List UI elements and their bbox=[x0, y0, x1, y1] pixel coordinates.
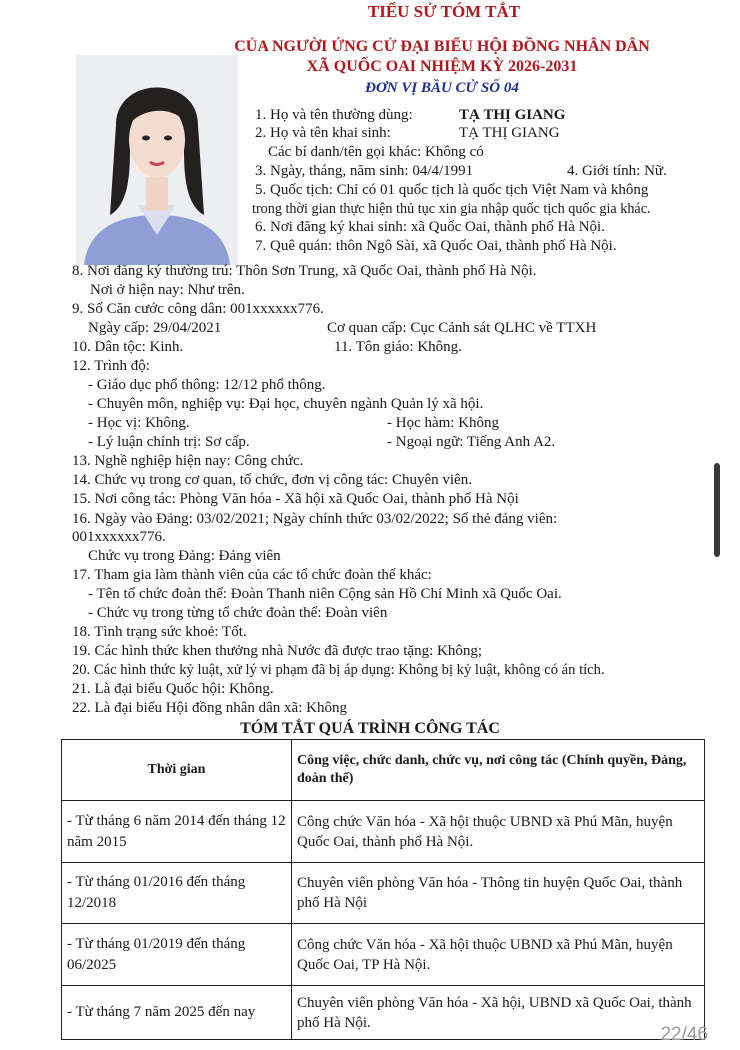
bio-nationality: 5. Quốc tịch: Chỉ có 01 quốc tịch là quốc tịch Việt Nam và không bbox=[255, 182, 649, 198]
bio-nationality-cont: trong thời gian thực hiện thủ tục xin gia nhập quốc tịch quốc gia khác. bbox=[252, 201, 651, 217]
doc-title: TIỂU SỬ TÓM TẮT bbox=[367, 2, 521, 21]
table-header-row bbox=[62, 740, 705, 801]
bio-political-theory: - Lý luận chính trị: Sơ cấp. bbox=[88, 434, 250, 450]
bio-residence: 8. Nơi đăng ký thường trú: Thôn Sơn Trung, xã Quốc Oai, thành phố Hà Nội. bbox=[72, 263, 537, 279]
bio-party-card: 001xxxxxx776. bbox=[72, 529, 166, 545]
bio-dob: 3. Ngày, tháng, năm sinh: 04/4/1991 bbox=[255, 163, 474, 179]
bio-ethnicity: 10. Dân tộc: Kinh. bbox=[72, 339, 184, 355]
bio-profession: - Chuyên môn, nghiệp vụ: Đại học, chuyên ngành Quản lý xã hội. bbox=[88, 396, 484, 412]
bio-party-join: 16. Ngày vào Đảng: 03/02/2021; Ngày chính thức 03/02/2022; Số thẻ đảng viên: bbox=[72, 511, 558, 527]
row-time: - Từ tháng 6 năm 2014 đến tháng 12 năm 2015 bbox=[62, 801, 292, 863]
bio-council-member: 22. Là đại biểu Hội đồng nhân dân xã: Không bbox=[72, 700, 347, 716]
bio-line-2-label: 2. Họ và tên khai sinh: bbox=[255, 125, 391, 141]
scrollbar-thumb[interactable] bbox=[714, 463, 720, 557]
bio-organization-name: - Tên tổ chức đoàn thể: Đoàn Thanh niên Cộng sản Hồ Chí Minh xã Quốc Oai. bbox=[88, 586, 562, 602]
bio-foreign-language: - Ngoại ngữ: Tiếng Anh A2. bbox=[387, 434, 556, 450]
work-history-table bbox=[61, 739, 705, 1040]
row-desc: Chuyên viên phòng Văn hóa - Thông tin huyện Quốc Oai, thành phố Hà Nội bbox=[292, 863, 705, 924]
bio-general-education: - Giáo dục phổ thông: 12/12 phổ thông. bbox=[88, 377, 326, 393]
bio-birth-name: TẠ THỊ GIANG bbox=[459, 125, 560, 141]
col-work-header: Công việc, chức danh, chức vụ, nơi công tác (Chính quyền, Đảng, đoàn thể) bbox=[292, 740, 705, 801]
bio-health: 18. Tình trạng sức khoẻ: Tốt. bbox=[72, 624, 247, 640]
bio-education-heading: 12. Trình độ: bbox=[72, 358, 150, 374]
bio-common-name: TẠ THỊ GIANG bbox=[459, 107, 566, 123]
table-row bbox=[62, 924, 705, 986]
bio-gender: 4. Giới tính: Nữ. bbox=[567, 163, 667, 179]
portrait-photo bbox=[76, 55, 238, 265]
row-desc: Công chức Văn hóa - Xã hội thuộc UBND xã Phú Mãn, huyện Quốc Oai, TP Hà Nội. bbox=[292, 924, 705, 986]
bio-degree: - Học vị: Không. bbox=[88, 415, 190, 431]
bio-id-authority: Cơ quan cấp: Cục Cảnh sát QLHC về TTXH bbox=[327, 320, 597, 336]
bio-hometown: 7. Quê quán: thôn Ngô Sài, xã Quốc Oai, thành phố Hà Nội. bbox=[255, 238, 617, 254]
table-row bbox=[62, 986, 705, 1040]
doc-subtitle-2: XÃ QUỐC OAI NHIỆM KỲ 2026-2031 bbox=[306, 58, 578, 75]
bio-birth-registration: 6. Nơi đăng ký khai sinh: xã Quốc Oai, thành phố Hà Nội. bbox=[255, 219, 605, 235]
work-history-title: TÓM TẮT QUÁ TRÌNH CÔNG TÁC bbox=[240, 720, 500, 737]
bio-id-date: Ngày cấp: 29/04/2021 bbox=[88, 320, 222, 336]
col-time-header: Thời gian bbox=[62, 740, 292, 801]
bio-id-number: 9. Số Căn cước công dân: 001xxxxxx776. bbox=[72, 301, 324, 317]
bio-aliases: Các bí danh/tên gọi khác: Không có bbox=[268, 144, 484, 160]
bio-organization-role: - Chức vụ trong từng tổ chức đoàn thể: Đoàn viên bbox=[88, 605, 388, 621]
bio-position: 14. Chức vụ trong cơ quan, tổ chức, đơn vị công tác: Chuyên viên. bbox=[72, 472, 472, 488]
bio-national-assembly: 21. Là đại biểu Quốc hội: Không. bbox=[72, 681, 274, 697]
row-desc: Chuyên viên phòng Văn hóa - Xã hội, UBND xã Quốc Oai, thành phố Hà Nội. bbox=[292, 986, 705, 1040]
row-time: - Từ tháng 01/2019 đến tháng 06/2025 bbox=[62, 924, 292, 986]
bio-current-address: Nơi ở hiện nay: Như trên. bbox=[90, 282, 245, 298]
doc-subtitle-1: CỦA NGƯỜI ỨNG CỬ ĐẠI BIỂU HỘI ĐỒNG NHÂN DÂN bbox=[234, 38, 650, 55]
row-time: - Từ tháng 01/2016 đến tháng 12/2018 bbox=[62, 863, 292, 924]
bio-awards: 19. Các hình thức khen thưởng nhà Nước đã được trao tặng: Không; bbox=[72, 643, 482, 659]
bio-academic-title: - Học hàm: Không bbox=[387, 415, 500, 431]
table-row bbox=[62, 863, 705, 924]
bio-occupation: 13. Nghề nghiệp hiện nay: Công chức. bbox=[72, 453, 304, 469]
bio-party-position: Chức vụ trong Đảng: Đảng viên bbox=[88, 548, 281, 564]
bio-line-1-label: 1. Họ và tên thường dùng: bbox=[255, 107, 413, 123]
bio-workplace: 15. Nơi công tác: Phòng Văn hóa - Xã hội xã Quốc Oai, thành phố Hà Nội bbox=[72, 491, 519, 507]
table-row bbox=[62, 801, 705, 863]
row-time: - Từ tháng 7 năm 2025 đến nay bbox=[62, 986, 292, 1040]
row-desc: Công chức Văn hóa - Xã hội thuộc UBND xã Phú Mãn, huyện Quốc Oai, thành phố Hà Nội. bbox=[292, 801, 705, 863]
page-indicator: 22/46 bbox=[660, 1024, 708, 1045]
electoral-unit: ĐƠN VỊ BẦU CỬ SỐ 04 bbox=[365, 80, 519, 96]
bio-religion: 11. Tôn giáo: Không. bbox=[334, 339, 462, 355]
bio-discipline: 20. Các hình thức kỷ luật, xử lý vi phạm đã bị áp dụng: Không bị kỷ luật, không có án tích. bbox=[72, 662, 605, 678]
bio-organizations-heading: 17. Tham gia làm thành viên của các tổ chức đoàn thể khác: bbox=[72, 567, 432, 583]
